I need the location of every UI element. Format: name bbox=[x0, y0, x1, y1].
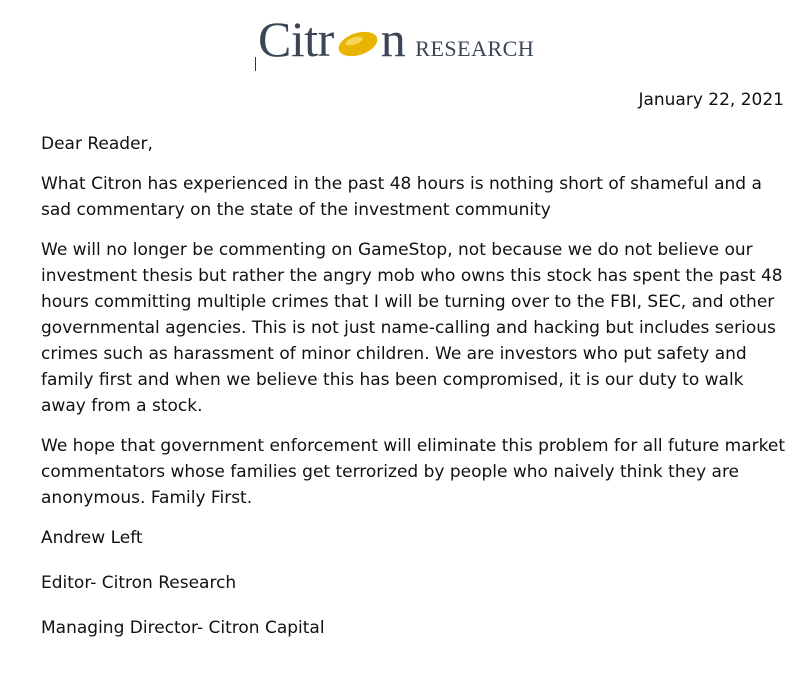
text-cursor-mark bbox=[255, 57, 256, 71]
logo-word-end: n bbox=[380, 11, 406, 67]
salutation: Dear Reader, bbox=[41, 134, 153, 154]
lemon-icon bbox=[336, 28, 380, 58]
signature-title-director: Managing Director- Citron Capital bbox=[41, 618, 325, 638]
citron-research-logo bbox=[258, 11, 535, 67]
logo-word-start: Citr bbox=[258, 11, 334, 67]
letter-body bbox=[41, 131, 791, 660]
signature-title-editor: Editor- Citron Research bbox=[41, 573, 237, 593]
paragraph-3: We hope that government enforcement will eliminate this problem for all future market commentators whose families get terrorized by people who naively think they are anonymous. Family First. bbox=[41, 436, 785, 508]
logo-wordmark bbox=[258, 11, 406, 67]
logo-research-text: RESEARCH bbox=[415, 36, 535, 61]
signature-name: Andrew Left bbox=[41, 528, 143, 548]
paragraph-2: We will no longer be commenting on GameStop, not because we do not believe our investment thesis but rather the angry mob who owns this stock has spent the past 48 hours committing multiple crimes that I will be turning over to the FBI, SEC, and other governmental agencies. This is not just name-calling and hacking but includes serious crimes such as harassment of minor children. We are investors who put safety and family first and when we believe this has been compromised, it is our duty to walk away from a stock. bbox=[41, 240, 783, 416]
letter-date: January 22, 2021 bbox=[638, 90, 784, 110]
paragraph-1: What Citron has experienced in the past 48 hours is nothing short of shameful and a sad commentary on the state of the investment community bbox=[41, 174, 762, 220]
